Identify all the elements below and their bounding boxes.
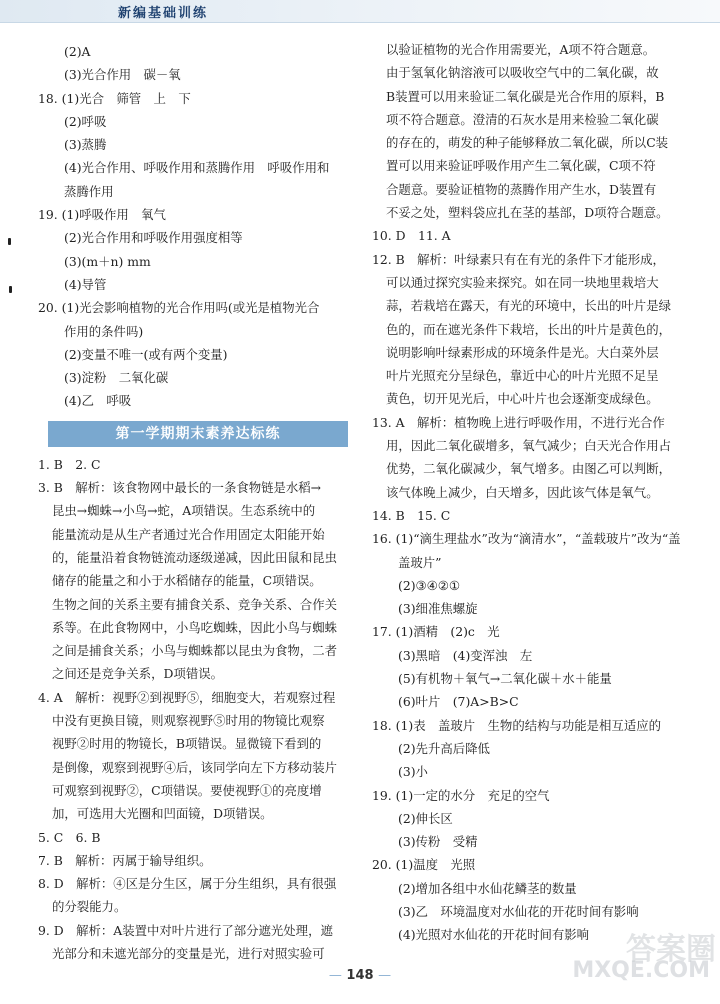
text-line: 可以通过探究实验来探究。如在同一块地里栽培大: [386, 274, 659, 290]
text-line: (3)淀粉 二氧化碳: [64, 370, 169, 386]
text-line: (6)叶片 (7)A>B>C: [398, 694, 519, 710]
margin-mark: [9, 286, 12, 293]
text-line: 1. B 2. C: [38, 456, 101, 472]
text-line: 19. (1)一定的水分 充足的空气: [372, 787, 550, 803]
text-line: (2)A: [64, 44, 91, 59]
section-banner: 第一学期期末素养达标练: [48, 421, 348, 447]
text-line: 19. (1)呼吸作用 氧气: [38, 207, 166, 223]
text-line: 16. (1)“滴生理盐水”改为“滴清水”，“盖载玻片”改为“盖: [372, 531, 681, 547]
text-line: (4)导管: [64, 276, 107, 292]
text-line: (3)蒸腾: [64, 137, 107, 153]
watermark-logo: 答案圈: [626, 932, 716, 967]
header-bar: [0, 0, 720, 23]
text-line: 20. (1)光会影响植物的光合作用吗(或光是植物光合: [38, 300, 320, 316]
text-line: 3. B 解析：该食物网中最长的一条食物链是水稻→: [38, 480, 322, 496]
text-line: (2)呼吸: [64, 113, 107, 129]
text-line: 是倒像，观察到视野④后，该同学向左下方移动装片: [52, 759, 337, 775]
text-line: 不妥之处，塑料袋应扎在茎的基部，D项符合题意。: [386, 205, 669, 221]
text-line: 18. (1)表 盖玻片 生物的结构与功能是相互适应的: [372, 717, 662, 733]
footer-dash-right: —: [378, 968, 392, 983]
watermark-site: MXQE.COM: [572, 958, 710, 983]
text-line: 蒸腾作用: [64, 183, 114, 199]
text-line: 的，能量沿着食物链流动逐级递减，因此田鼠和昆虫: [52, 549, 337, 565]
text-line: B装置可以用来验证二氧化碳是光合作用的原料，B: [386, 88, 665, 104]
text-line: (3)光合作用 碳－氧: [64, 67, 181, 83]
text-line: 以验证植物的光合作用需要光，A项不符合题意。: [386, 42, 656, 57]
text-line: 中没有更换目镜，则观察视野⑤时用的物镜比观察: [52, 713, 325, 729]
text-line: 系等。在此食物网中，小鸟吃蜘蛛，因此小鸟与蜘蛛: [52, 619, 337, 635]
text-line: 加，可选用大光圈和凹面镜，D项错误。: [52, 806, 273, 822]
text-line: 优势，二氧化碳减少，氧气增多。由图乙可以判断，: [386, 461, 671, 477]
text-line: (3)(m＋n) mm: [64, 253, 151, 269]
text-line: (3)传粉 受精: [398, 834, 478, 850]
text-line: (2)光合作用和呼吸作用强度相等: [64, 230, 243, 246]
text-line: (2)增加各组中水仙花鳞茎的数量: [398, 880, 577, 896]
text-line: 该气体晚上减少，白天增多，因此该气体是氧气。: [386, 484, 659, 500]
text-line: 的分裂能力。: [52, 899, 127, 915]
text-line: (3)乙 环境温度对水仙花的开花时间有影响: [398, 903, 639, 919]
page-number: 148: [346, 968, 374, 983]
text-line: 12. B 解析：叶绿素只有在有光的条件下才能形成，: [372, 251, 665, 267]
text-line: (2)伸长区: [398, 810, 453, 826]
text-line: (2)变量不唯一(或有两个变量): [64, 346, 228, 362]
text-line: 说明影响叶绿素形成的环境条件是光。大白菜外层: [386, 344, 659, 360]
text-line: 10. D 11. A: [372, 228, 451, 244]
text-line: 置可以用来验证呼吸作用产生二氧化碳，C项不符: [386, 158, 656, 174]
left-column: [38, 40, 354, 965]
text-line: 4. A 解析：视野②到视野⑤，细胞变大，若观察过程: [38, 689, 336, 705]
footer-dash-left: —: [328, 968, 342, 983]
text-line: (3)黑暗 (4)变浑浊 左: [398, 647, 533, 663]
text-line: 由于氢氧化钠溶液可以吸收空气中的二氧化碳，故: [386, 65, 659, 81]
text-line: 视野②时用的物镜长，B项错误。显微镜下看到的: [52, 736, 322, 752]
text-line: 能量流动是从生产者通过光合作用固定太阳能开始: [52, 526, 325, 542]
text-line: 可观察到视野②，C项错误。要使视野①的亮度增: [52, 782, 322, 798]
text-line: 17. (1)酒精 (2)c 光: [372, 624, 500, 640]
text-line: 生物之间的关系主要有捕食关系、竞争关系、合作关: [52, 596, 337, 612]
text-line: (2)先升高后降低: [398, 740, 490, 756]
text-line: 合题意。要验证植物的蒸腾作用产生水，D装置有: [386, 181, 657, 197]
right-column: [372, 38, 688, 947]
text-line: 之间是捕食关系；小鸟与蜘蛛都以昆虫为食物，二者: [52, 643, 337, 659]
left-lines-before-banner: [38, 40, 354, 413]
text-line: 色的，而在遮光条件下栽培，长出的叶片是黄色的，: [386, 321, 671, 337]
text-line: 18. (1)光合 筛管 上 下: [38, 90, 191, 106]
text-line: 13. A 解析：植物晚上进行呼吸作用，不进行光合作: [372, 414, 665, 430]
text-line: 9. D 解析：A装置中对叶片进行了部分遮光处理，遮: [38, 922, 333, 938]
text-line: 7. B 解析：丙属于输导组织。: [38, 852, 212, 868]
right-lines: [372, 38, 688, 947]
text-line: (4)光合作用、呼吸作用和蒸腾作用 呼吸作用和: [64, 160, 330, 176]
text-line: 用，因此二氧化碳增多，氧气减少；白天光合作用占: [386, 438, 671, 454]
text-line: 项不符合题意。澄清的石灰水是用来检验二氧化碳: [386, 111, 659, 127]
text-line: 昆虫→蜘蛛→小鸟→蛇，A项错误。生态系统中的: [52, 503, 316, 519]
text-line: 盖玻片”: [398, 554, 442, 570]
text-line: (5)有机物＋氧气→二氧化碳＋水＋能量: [398, 671, 612, 687]
text-line: 蒜，若栽培在露天，有光的环境中，长出的叶片是绿: [386, 298, 671, 314]
text-line: (2)③④②①: [398, 577, 460, 593]
left-lines-after-banner: [38, 453, 354, 966]
text-line: 8. D 解析：④区是分生区，属于分生组织，具有很强: [38, 876, 337, 892]
text-line: (3)小: [398, 764, 428, 780]
text-line: (3)细准焦螺旋: [398, 601, 478, 617]
text-line: 14. B 15. C: [372, 507, 451, 523]
text-line: (4)光照对水仙花的开花时间有影响: [398, 927, 590, 943]
text-line: 光部分和未遮光部分的变量是光，进行对照实验可: [52, 945, 325, 961]
text-line: (4)乙 呼吸: [64, 393, 132, 409]
margin-mark: [8, 238, 11, 245]
series-title: 新编基础训练: [118, 6, 209, 21]
text-line: 的存在的，萌发的种子能够释放二氧化碳，所以C装: [386, 135, 669, 151]
text-line: 之间还是竞争关系，D项错误。: [52, 666, 224, 682]
text-line: 20. (1)温度 光照: [372, 857, 476, 873]
text-line: 作用的条件吗): [64, 323, 144, 339]
text-line: 5. C 6. B: [38, 829, 101, 845]
text-line: 黄色，切开见光后，中心叶片也会逐渐变成绿色。: [386, 391, 659, 407]
text-line: 储存的能量之和小于水稻储存的能量，C项错误。: [52, 573, 322, 589]
text-line: 叶片光照充分呈绿色，靠近中心的叶片光照不足呈: [386, 368, 659, 384]
